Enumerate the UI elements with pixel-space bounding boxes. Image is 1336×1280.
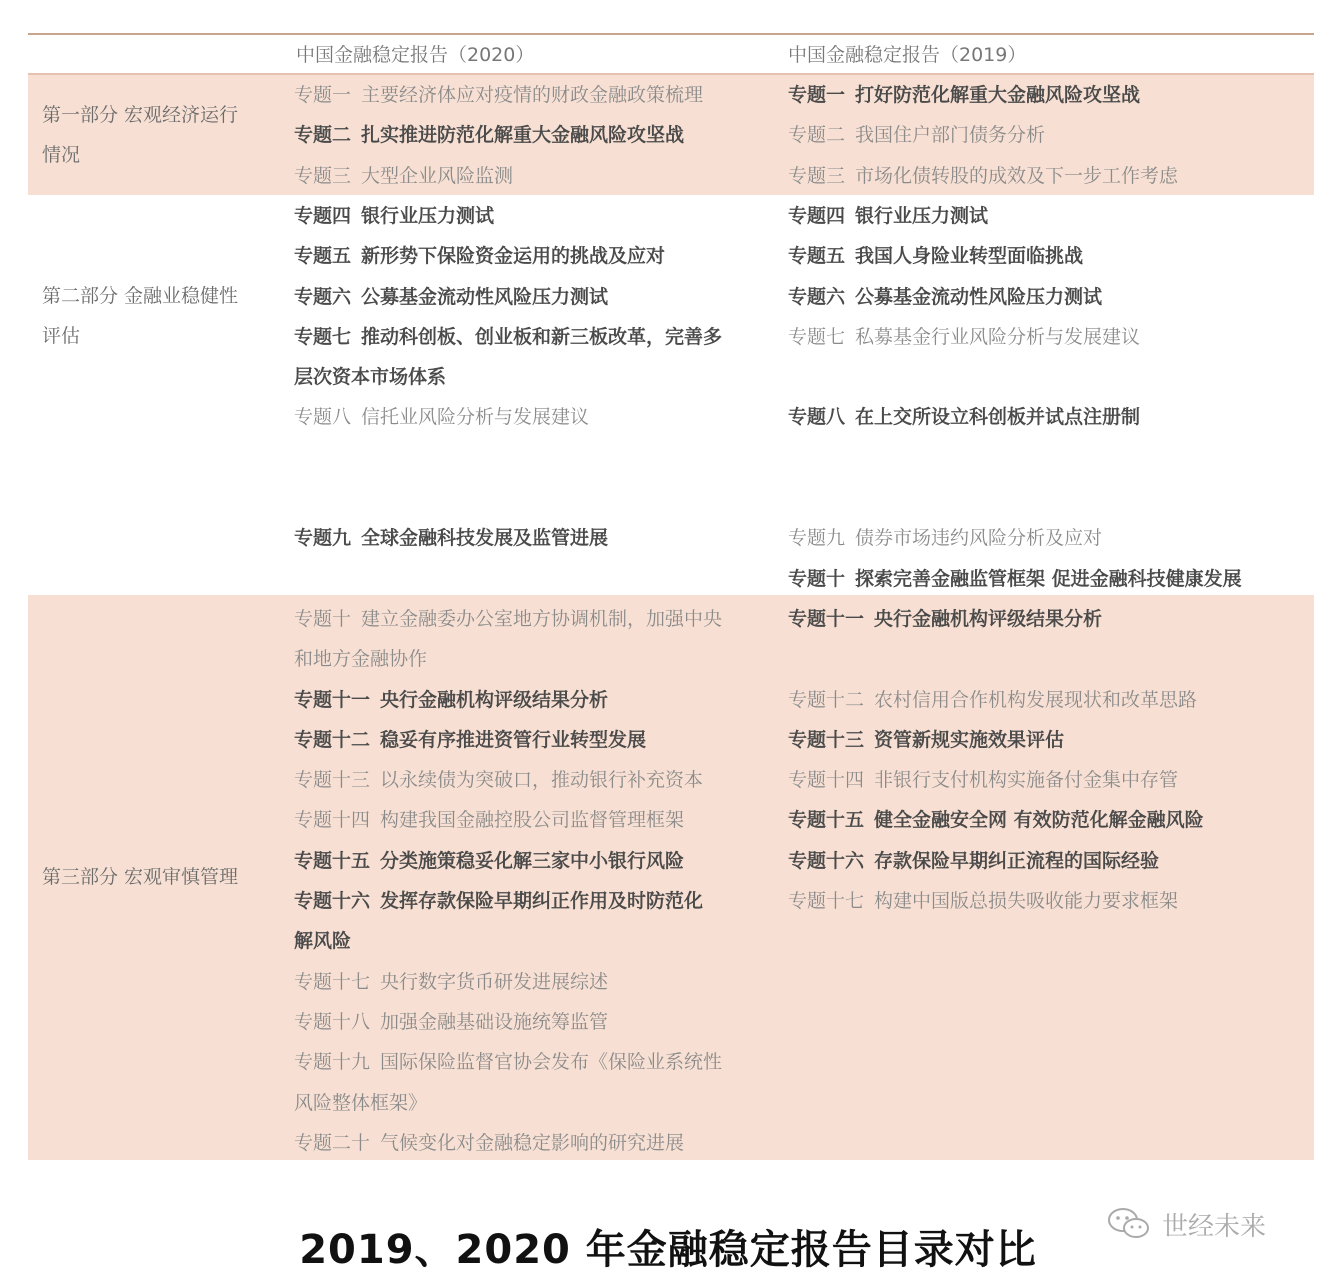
topic-number: 专题四 <box>294 204 352 227</box>
topic-number: 专题十八 <box>294 1010 371 1033</box>
topic-title: 主要经济体应对疫情的财政金融政策梳理 <box>361 84 704 106</box>
topic-item <box>294 75 703 115</box>
topic-item <box>788 75 1140 115</box>
topic-number: 专题十 <box>294 607 352 630</box>
topic-item <box>294 277 608 317</box>
topic-item <box>294 760 703 800</box>
topic-number: 专题十九 <box>294 1051 371 1074</box>
wechat-icon <box>1106 1206 1152 1242</box>
topic-item <box>294 841 684 881</box>
topic-item <box>788 680 1197 720</box>
topic-number: 专题二 <box>294 124 352 147</box>
topic-item <box>788 800 1204 840</box>
section-title-1-text: 第一部分 宏观经济运行 情况 <box>42 104 239 166</box>
topic-number: 专题八 <box>788 406 846 429</box>
topic-number: 专题六 <box>788 285 846 308</box>
topic-title: 债券市场违约风险分析及应对 <box>855 527 1103 550</box>
topic-number: 专题十六 <box>788 849 865 872</box>
topic-title-continued: 风险整体框架》 <box>294 1091 428 1114</box>
topic-number: 专题十七 <box>294 970 371 993</box>
topic-number: 专题十五 <box>788 809 865 832</box>
topic-title: 气候变化对金融稳定影响的研究进展 <box>380 1131 685 1154</box>
topic-item <box>788 760 1178 800</box>
topic-title: 大型企业风险监测 <box>361 164 514 187</box>
topic-title: 健全金融安全网 有效防范化解金融风险 <box>874 809 1204 832</box>
section-title-2 <box>42 276 277 356</box>
topic-title: 农村信用合作机构发展现状和改革思路 <box>874 688 1198 711</box>
topic-number: 专题十一 <box>294 688 371 711</box>
topic-title: 央行金融机构评级结果分析 <box>874 607 1103 630</box>
section-title-2-text: 第二部分 金融业稳健性 评估 <box>42 285 239 347</box>
topic-title: 探索完善金融监管框架 促进金融科技健康发展 <box>855 567 1242 590</box>
topic-title: 扎实推进防范化解重大金融风险攻坚战 <box>361 124 685 147</box>
topic-title: 公募基金流动性风险压力测试 <box>855 285 1103 308</box>
topic-title: 新形势下保险资金运用的挑战及应对 <box>361 245 666 268</box>
topic-item <box>788 720 1064 760</box>
topic-item <box>294 599 722 639</box>
topic-item <box>294 800 684 840</box>
topic-number: 专题十五 <box>294 849 371 872</box>
topic-number: 专题五 <box>294 245 352 268</box>
topic-number: 专题八 <box>294 406 352 429</box>
topic-number: 专题十二 <box>294 728 371 751</box>
topic-item <box>294 518 608 558</box>
topic-title: 信托业风险分析与发展建议 <box>361 406 590 429</box>
topic-number: 专题五 <box>788 245 846 268</box>
topic-item <box>788 277 1102 317</box>
topic-item <box>294 962 608 1002</box>
topic-title: 全球金融科技发展及监管进展 <box>361 527 609 550</box>
topic-title: 构建我国金融控股公司监督管理框架 <box>380 809 685 832</box>
topic-number: 专题十四 <box>294 809 371 832</box>
topic-number: 专题十二 <box>788 688 865 711</box>
topic-item <box>788 156 1178 196</box>
topic-item <box>294 196 494 236</box>
topic-item <box>788 196 988 236</box>
topic-title: 构建中国版总损失吸收能力要求框架 <box>874 890 1179 912</box>
topic-title: 打好防范化解重大金融风险攻坚战 <box>855 84 1141 106</box>
topic-title: 资管新规实施效果评估 <box>874 728 1065 751</box>
topic-title: 央行金融机构评级结果分析 <box>380 688 609 711</box>
topic-title: 银行业压力测试 <box>361 204 495 227</box>
topic-item <box>788 115 1045 155</box>
topic-title: 推动科创板、创业板和新三板改革，完善多 <box>361 325 723 348</box>
topic-title: 稳妥有序推进资管行业转型发展 <box>380 728 647 751</box>
topic-item <box>788 518 1102 558</box>
topic-title: 银行业压力测试 <box>855 204 989 227</box>
topic-item <box>788 599 1102 639</box>
topic-item <box>294 1123 684 1163</box>
topic-number: 专题一 <box>294 84 352 106</box>
topic-title: 我国人身险业转型面临挑战 <box>855 245 1084 268</box>
topic-item <box>294 1002 608 1042</box>
header-2019: 中国金融稳定报告（2019） <box>788 44 1027 66</box>
topic-item <box>294 156 513 196</box>
topic-item <box>294 317 722 357</box>
topic-title: 公募基金流动性风险压力测试 <box>361 285 609 308</box>
topic-item <box>788 317 1140 357</box>
topic-item <box>294 236 665 276</box>
topic-number: 专题十一 <box>788 607 865 630</box>
topic-title: 国际保险监督官协会发布《保险业系统性 <box>380 1051 723 1074</box>
topic-title-continued: 解风险 <box>294 930 352 953</box>
topic-number: 专题三 <box>294 164 352 187</box>
topic-title: 央行数字货币研发进展综述 <box>380 970 609 993</box>
topic-title-continued: 层次资本市场体系 <box>294 366 447 389</box>
topic-number: 专题七 <box>788 325 846 348</box>
topic-title: 私募基金行业风险分析与发展建议 <box>855 325 1141 348</box>
topic-item <box>788 881 1178 921</box>
section-title-3-text: 第三部分 宏观审慎管理 <box>42 866 239 888</box>
topic-item <box>294 1042 722 1082</box>
topic-number: 专题十三 <box>788 728 865 751</box>
topic-title: 在上交所设立科创板并试点注册制 <box>855 406 1141 429</box>
topic-number: 专题十六 <box>294 890 371 912</box>
section-title-1 <box>42 95 277 175</box>
topic-title: 加强金融基础设施统筹监管 <box>380 1010 609 1033</box>
topic-title: 存款保险早期纠正流程的国际经验 <box>874 849 1160 872</box>
topic-number: 专题十七 <box>788 890 865 912</box>
watermark <box>1106 1204 1266 1244</box>
topic-title-continued: 和地方金融协作 <box>294 648 428 671</box>
topic-number: 专题三 <box>788 164 846 187</box>
topic-item <box>294 115 684 155</box>
header-2020: 中国金融稳定报告（2020） <box>296 44 535 66</box>
topic-title: 我国住户部门债务分析 <box>855 124 1046 147</box>
figure-caption: 2019、2020 年金融稳定报告目录对比 <box>299 1227 1037 1273</box>
topic-item <box>788 397 1140 437</box>
topic-number: 专题十三 <box>294 769 371 792</box>
topic-item <box>788 841 1159 881</box>
topic-title: 市场化债转股的成效及下一步工作考虑 <box>855 164 1179 187</box>
topic-number: 专题二 <box>788 124 846 147</box>
topic-number: 专题七 <box>294 325 352 348</box>
topic-number: 专题一 <box>788 84 846 106</box>
topic-number: 专题九 <box>788 527 846 550</box>
topic-item <box>294 881 703 921</box>
topic-number: 专题四 <box>788 204 846 227</box>
topic-number: 专题九 <box>294 527 352 550</box>
topic-item <box>788 559 1242 599</box>
topic-title: 建立金融委办公室地方协调机制，加强中央 <box>361 607 723 630</box>
topic-number: 专题十四 <box>788 769 865 792</box>
topic-title: 发挥存款保险早期纠正作用及时防范化 <box>380 890 704 912</box>
topic-item <box>788 236 1083 276</box>
topic-item <box>294 720 646 760</box>
watermark-text: 世经未来 <box>1162 1211 1267 1242</box>
topic-item <box>294 680 608 720</box>
topic-number: 专题二十 <box>294 1131 371 1154</box>
top-rule <box>28 33 1314 35</box>
topic-title: 分类施策稳妥化解三家中小银行风险 <box>380 849 685 872</box>
topic-title: 以永续债为突破口，推动银行补充资本 <box>380 769 704 792</box>
topic-number: 专题六 <box>294 285 352 308</box>
section-title-3 <box>42 857 277 897</box>
topic-number: 专题十 <box>788 567 846 590</box>
section2-band <box>28 195 1314 595</box>
topic-title: 非银行支付机构实施备付金集中存管 <box>874 769 1179 792</box>
topic-item <box>294 397 589 437</box>
